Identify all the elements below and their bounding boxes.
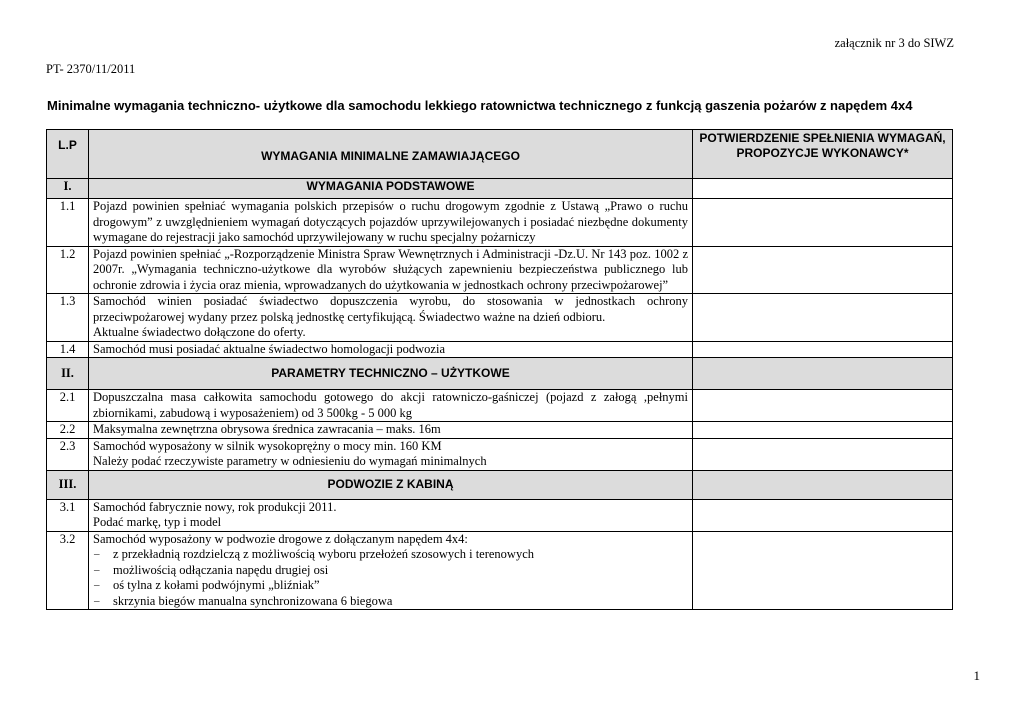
section-number: II.: [47, 358, 89, 390]
confirmation-cell[interactable]: [693, 294, 953, 342]
section-row: [47, 470, 953, 499]
table-row: [47, 199, 953, 247]
confirmation-cell[interactable]: [693, 531, 953, 610]
row-text-secondary: Aktualne świadectwo dołączone do oferty.: [93, 325, 306, 339]
table-row: [47, 499, 953, 531]
table-row: [47, 390, 953, 422]
row-number: 2.1: [47, 390, 89, 422]
attachment-label: załącznik nr 3 do SIWZ: [834, 36, 954, 50]
row-text: Samochód wyposażony w silnik wysokoprężny o mocy min. 160 KM: [93, 438, 442, 453]
list-item: – możliwością odłączania napędu drugiej osi: [93, 563, 688, 579]
reference-number: PT- 2370/11/2011: [46, 62, 136, 76]
row-text-secondary: Podać markę, typ i model: [93, 515, 222, 529]
row-text: Samochód winien posiadać świadectwo dopuszczenia wyrobu, do stosowania w jednostkach ochrony przeciwpożarowej wydany przez polską jednostkę certyfikującą. Świadectwo ważne na dzień odbioru.: [93, 294, 688, 324]
table-row: [47, 422, 953, 439]
header-requirements: WYMAGANIA MINIMALNE ZAMAWIAJĄCEGO: [89, 130, 693, 179]
row-number: 1.3: [47, 294, 89, 342]
row-text-secondary: Należy podać rzeczywiste parametry w odniesieniu do wymagań minimalnych: [93, 454, 487, 468]
table-row: [47, 438, 953, 470]
confirmation-cell[interactable]: [693, 438, 953, 470]
confirmation-cell[interactable]: [693, 341, 953, 358]
row-number: 1.1: [47, 199, 89, 247]
confirmation-cell[interactable]: [693, 246, 953, 294]
section-title: PODWOZIE Z KABINĄ: [89, 470, 693, 499]
confirmation-cell[interactable]: [693, 179, 953, 199]
row-number: 3.1: [47, 499, 89, 531]
row-number: 3.2: [47, 531, 89, 610]
requirements-table: [46, 129, 953, 610]
section-title: WYMAGANIA PODSTAWOWE: [89, 179, 693, 199]
row-text: Maksymalna zewnętrzna obrysowa średnica zawracania – maks. 16m: [89, 422, 693, 439]
section-row: [47, 358, 953, 390]
list-item: – skrzynia biegów manualna synchronizowana 6 biegowa: [93, 594, 688, 610]
row-number: 1.4: [47, 341, 89, 358]
table-row: [47, 246, 953, 294]
confirmation-cell[interactable]: [693, 199, 953, 247]
confirmation-cell[interactable]: [693, 390, 953, 422]
section-number: III.: [47, 470, 89, 499]
table-row: [47, 294, 953, 342]
confirmation-cell[interactable]: [693, 470, 953, 499]
row-number: 2.3: [47, 438, 89, 470]
section-row: [47, 179, 953, 199]
section-number: I.: [47, 179, 89, 199]
page-number: 1: [973, 668, 980, 683]
list-item: – oś tylna z kołami podwójnymi „bliźniak”: [93, 578, 688, 594]
section-title: PARAMETRY TECHNICZNO – UŻYTKOWE: [89, 358, 693, 390]
row-text: Samochód musi posiadać aktualne świadectwo homologacji podwozia: [89, 341, 693, 358]
row-text-cell: [89, 499, 693, 531]
header-confirmation: POTWIERDZENIE SPEŁNIENIA WYMAGAŃ, PROPOZYCJE WYKONAWCY*: [693, 130, 953, 179]
row-text-cell: [89, 438, 693, 470]
row-text: Pojazd powinien spełniać wymagania polskich przepisów o ruchu drogowym zgodnie z Ustawą „Prawo o ruchu drogowym” z uwzględnieniem wymagań dotyczących pojazdów uprzywilejowanych i posiadać niezbędne dokumenty wymagane do rejestracji jako samochód uprzywilejowany w ruchu specjalny pożarniczy: [89, 199, 693, 247]
row-text: Pojazd powinien spełniać „-Rozporządzenie Ministra Spraw Wewnętrznych i Administracji -Dz.U. Nr 143 poz. 1002 z 2007r. „Wymagania techniczno-użytkowe dla wyrobów służących zapewnieniu bezpieczeństwa publicznego lub ochronie zdrowia i życia oraz mienia, wprowadzanych do użytkowania w jednostkach ochrony przeciwpożarowej”: [89, 246, 693, 294]
row-text-cell: [89, 531, 693, 610]
list-item: – z przekładnią rozdzielczą z możliwością wyboru przełożeń szosowych i terenowych: [93, 547, 688, 563]
row-text: Samochód wyposażony w podwozie drogowe z dołączanym napędem 4x4:: [93, 531, 468, 546]
document-title: Minimalne wymagania techniczno- użytkowe dla samochodu lekkiego ratownictwa technicznego z funkcją gaszenia pożarów z napędem 4x4: [47, 98, 913, 113]
row-text: Dopuszczalna masa całkowita samochodu gotowego do akcji ratowniczo-gaśniczej (pojazd z załogą ,pełnymi zbiornikami, zabudową i wyposażeniem) od 3 500kg - 5 000 kg: [89, 390, 693, 422]
confirmation-cell[interactable]: [693, 499, 953, 531]
row-number: 2.2: [47, 422, 89, 439]
row-number: 1.2: [47, 246, 89, 294]
row-text: Samochód fabrycznie nowy, rok produkcji 2011.: [93, 499, 337, 514]
table-header-row: [47, 130, 953, 179]
confirmation-cell[interactable]: [693, 422, 953, 439]
row-text-cell: [89, 294, 693, 342]
header-lp: L.P: [47, 130, 89, 179]
table-row: [47, 531, 953, 610]
confirmation-cell[interactable]: [693, 358, 953, 390]
table-row: [47, 341, 953, 358]
